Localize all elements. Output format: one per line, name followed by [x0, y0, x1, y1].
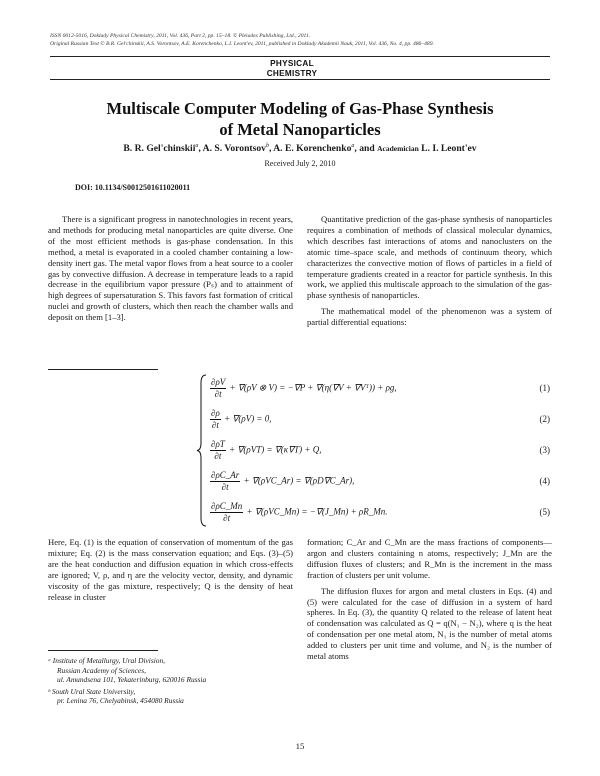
author-2-affil: b — [265, 143, 269, 149]
received-date: Received July 2, 2010 — [264, 159, 336, 168]
author-sep-2: , — [268, 143, 274, 155]
equation-3-body: + ∇(ρVT) = ∇(κ∇T) + Q, — [226, 444, 322, 455]
section-label-line2: CHEMISTRY — [266, 68, 318, 78]
author-list — [40, 143, 560, 154]
page-number: 15 — [295, 741, 305, 751]
journal-header — [50, 32, 550, 48]
equation-5-denominator: ∂t — [223, 513, 231, 523]
equation-3-formula — [210, 439, 321, 462]
equation-4-denominator: ∂t — [221, 482, 229, 492]
equation-5 — [210, 499, 550, 529]
equation-3-number: (3) — [539, 445, 550, 455]
paragraph-model: The mathematical model of the phenomenon was a system of partial differential equations: — [307, 306, 552, 328]
left-column-explanation — [48, 537, 293, 602]
author-1-affil: a — [195, 143, 199, 149]
section-rule-top — [50, 56, 550, 57]
equation-4-fraction — [210, 470, 240, 493]
journal-citation-line: ISSN 0012-5016, Doklady Physical Chemistry, 2011, Vol. 436, Part 2, pp. 15–18. © Pleiades Publishing, Ltd., 2011. — [50, 33, 311, 39]
equation-1-fraction — [210, 377, 226, 400]
footnote-b-line1: ᵇ South Ural State University, — [48, 686, 136, 696]
author-4: L. I. Leont'ev — [421, 143, 477, 155]
author-3-affil: a — [351, 143, 355, 149]
footnote-a — [48, 656, 293, 685]
equation-1-denominator: ∂t — [214, 389, 222, 399]
equation-4-numerator: ∂ρC_Ar — [211, 470, 240, 480]
paragraph-equation-explanation: Here, Eq. (1) is the equation of conservation of momentum of the gas mixture; Eq. (2) is the mass conservation equation; and Eqs. (3)–(5) are the heat conduction and diffusion equation in which cross-effects are ignored; V, ρ, and η are the velocity vector, density, and dynamic viscosity of the gas mixture, respectively; Q is the density of heat release in cluster — [48, 537, 293, 602]
footnote-b — [48, 687, 293, 706]
section-label-text — [246, 59, 338, 78]
paragraph-mass-fractions: formation; C_Ar and C_Mn are the mass fractions of components—argon and clusters containing n atoms, respectively; J_Mn are the diffusion fluxes of clusters; and R_Mn is the increment in the mass fraction of clusters per unit volume. — [307, 537, 552, 580]
equation-system — [196, 373, 556, 528]
equation-1-numerator: ∂ρV — [211, 377, 226, 387]
author-1: B. R. Gel'chinskii — [123, 143, 196, 155]
author-sep-3: , and — [354, 143, 378, 155]
equation-5-number: (5) — [539, 507, 550, 517]
footnotes — [48, 656, 293, 706]
equation-4-number: (4) — [539, 476, 550, 486]
section-rule-bottom — [50, 79, 550, 80]
equation-2-denominator: ∂t — [211, 420, 219, 430]
author-2: A. S. Vorontsov — [202, 143, 266, 155]
equation-2-number: (2) — [539, 414, 550, 424]
author-3: A. E. Korenchenko — [273, 143, 352, 155]
column-end-rule — [48, 369, 158, 370]
equation-2 — [210, 406, 550, 436]
equation-3-fraction — [210, 439, 226, 462]
equation-5-fraction — [210, 501, 243, 524]
equation-4-body: + ∇(ρVC_Ar) = ∇(ρD∇C_Ar), — [241, 475, 355, 486]
left-brace-icon — [196, 373, 208, 528]
footnote-rule — [48, 650, 158, 651]
equation-5-numerator: ∂ρC_Mn — [211, 501, 243, 511]
equation-2-numerator: ∂ρ — [211, 408, 220, 418]
equation-1-body: + ∇(ρV ⊗ V) = −∇P + ∇(η(∇V + ∇Vᵀ)) + ρg, — [227, 382, 397, 393]
equation-3-numerator: ∂ρT — [211, 439, 225, 449]
footnote-a-line3: ul. Amundsena 101, Yekaterinburg, 620016 Russia — [57, 675, 207, 684]
footnote-a-line2: Russian Academy of Sciences, — [57, 665, 146, 675]
equation-3-denominator: ∂t — [214, 451, 222, 461]
paragraph-multiscale: Quantitative prediction of the gas-phase synthesis of nanoparticles requires a combination of methods of classical molecular dynamics, which describes fast interactions of atoms and nanoclusters on the atomic time–space scale, and methods of continuum theory, which characterizes the convective motion of flows of particles in a field of temperature gradients created in a reactor for particle synthesis. In this work, we applied this multiscale approach to the simulation of the gas-phase synthesis of nanoparticles. — [307, 214, 552, 301]
footnote-a-line1: ᵃ Institute of Metallurgy, Ural Division, — [48, 656, 166, 665]
left-column-intro — [48, 214, 293, 323]
equation-2-fraction — [210, 408, 221, 431]
equation-4-formula — [210, 470, 354, 493]
paragraph-diffusion-fluxes: The diffusion fluxes for argon and metal clusters in Eqs. (4) and (5) were calculated for the case of diffusion in a system of hard spheres. In Eq. (3), the quantity Q related to the release of latent heat of condensation was calculated as Q = q(N₁ − N₂), where q is the heat of condensation per one metal atom, N₁ is the number of metal atoms added to clusters per unit time and volume, and N₂ is the number of metal atoms — [307, 585, 552, 662]
equation-1 — [210, 375, 550, 405]
equation-2-body: + ∇(ρV) = 0, — [221, 413, 272, 424]
doi-link[interactable]: DOI: 10.1134/S0012501611020011 — [75, 183, 191, 192]
author-4-title: Academician — [377, 144, 419, 154]
title-line2: of Metal Nanoparticles — [219, 120, 381, 139]
equation-3 — [210, 437, 550, 467]
equation-2-formula — [210, 408, 272, 431]
equation-4 — [210, 468, 550, 498]
equation-1-formula — [210, 377, 397, 400]
equation-1-number: (1) — [539, 383, 550, 393]
title-line1: Multiscale Computer Modeling of Gas-Phase Synthesis — [106, 99, 494, 118]
original-text-line: Original Russian Text © B.R. Gel'chinskii, A.S. Vorontsov, A.E. Korenchenko, L.I. Leont'ev, 2011, published in Doklady Akademii Nauk, 2011, Vol. 436, No. 4, pp. 486–489. — [50, 41, 434, 47]
paragraph-intro: There is a significant progress in nanotechnologies in recent years, and methods for producing metal nanoparticles are quite diverse. One of the most efficient methods is gas-phase condensation. In this method, a metal is evaporated in a cooled chamber containing a low-density inert gas. The metal vapor flows from a heat source to a cooler gas by convective diffusion. A decrease in temperature leads to a rapid decrease in the equilibrium vapor pressure (Pₛ) and to attainment of high degrees of supersaturation S. This favors fast formation of critical nuclei and growth of clusters, which then reach the chamber walls and deposit on them [1–3]. — [48, 214, 293, 323]
right-column-explanation — [307, 537, 552, 662]
section-label-line1: PHYSICAL — [270, 59, 314, 68]
footnote-b-line2: pr. Lenina 76, Chelyabinsk, 454080 Russia — [57, 696, 184, 705]
author-sep-1: , — [198, 143, 203, 155]
right-column-intro — [307, 214, 552, 328]
equation-5-body: + ∇(ρVC_Mn) = −∇(J_Mn) + ρR_Mn. — [244, 506, 388, 517]
article-title — [40, 98, 560, 140]
equation-5-formula — [210, 501, 387, 524]
